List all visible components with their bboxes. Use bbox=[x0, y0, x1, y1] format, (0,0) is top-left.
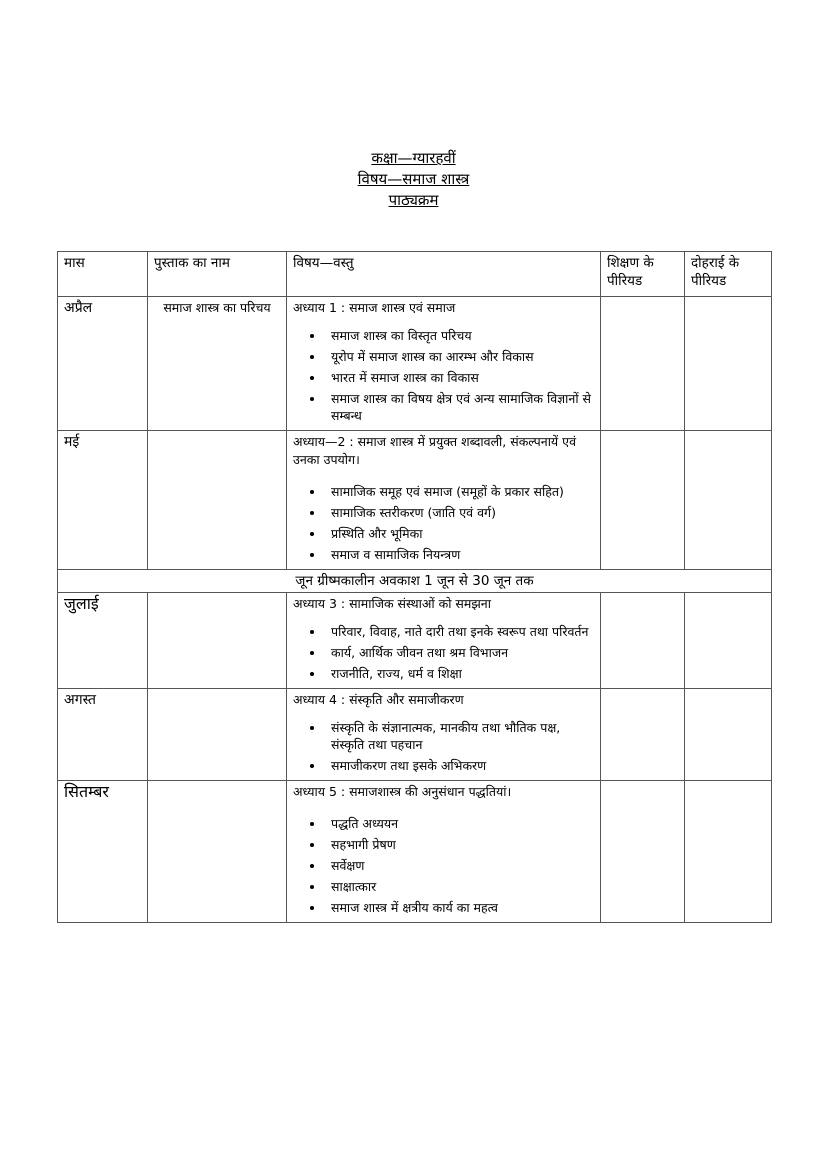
list-item: • साक्षात्कार bbox=[325, 878, 594, 895]
list-item: • भारत में समाज शास्त्र का विकास bbox=[325, 369, 594, 386]
list-item: • सहभागी प्रेषण bbox=[325, 836, 594, 853]
list-item: • संस्कृति के संज्ञानात्मक, मानकीय तथा भौतिक पक्ष, संस्कृति तथा पहचान bbox=[325, 719, 594, 753]
list-item: • सामाजिक समूह एवं समाज (समूहों के प्रकार सहित) bbox=[325, 483, 594, 500]
list-item: • समाज शास्त्र का विस्तृत परिचय bbox=[325, 327, 594, 344]
chapter-title: अध्याय 5 : समाजशास्त्र की अनुसंधान पद्धतियां। bbox=[293, 784, 512, 799]
list-item: • सर्वेक्षण bbox=[325, 857, 594, 874]
teaching-periods-cell bbox=[601, 593, 685, 689]
topic-list bbox=[293, 327, 594, 424]
book-cell bbox=[148, 431, 287, 570]
revision-periods-cell bbox=[685, 297, 772, 431]
list-item: • समाज शास्त्र का विषय क्षेत्र एवं अन्य सामाजिक विज्ञानों से सम्बन्ध bbox=[325, 390, 594, 424]
list-item: • समाजीकरण तथा इसके अभिकरण bbox=[325, 757, 594, 774]
header-content: विषय—वस्तु bbox=[287, 252, 601, 297]
book-cell bbox=[148, 689, 287, 781]
table-row bbox=[58, 431, 772, 570]
syllabus-title: पाठ्यक्रम bbox=[388, 191, 439, 209]
topic-list bbox=[293, 719, 594, 774]
topic-list bbox=[293, 483, 594, 563]
book-cell bbox=[148, 781, 287, 923]
list-item: • सामाजिक स्तरीकरण (जाति एवं वर्ग) bbox=[325, 504, 594, 521]
content-cell bbox=[287, 689, 601, 781]
revision-periods-cell bbox=[685, 593, 772, 689]
table-row bbox=[58, 297, 772, 431]
table-row bbox=[58, 689, 772, 781]
revision-periods-cell bbox=[685, 781, 772, 923]
chapter-title: अध्याय 4 : संस्कृति और समाजीकरण bbox=[293, 692, 464, 707]
syllabus-table bbox=[57, 251, 772, 923]
table-header-row bbox=[58, 252, 772, 297]
table-row bbox=[58, 593, 772, 689]
header-teaching-periods: शिक्षण के पीरियड bbox=[601, 252, 685, 297]
subject-title: विषय—समाज शास्त्र bbox=[357, 170, 470, 188]
list-item: • प्रस्थिति और भूमिका bbox=[325, 525, 594, 542]
book-cell bbox=[148, 593, 287, 689]
revision-periods-cell bbox=[685, 431, 772, 570]
content-cell bbox=[287, 297, 601, 431]
header-book: पुस्ताक का नाम bbox=[148, 252, 287, 297]
list-item: • परिवार, विवाह, नाते दारी तथा इनके स्वरूप तथा परिवर्तन bbox=[325, 623, 594, 640]
chapter-title: अध्याय 1 : समाज शास्त्र एवं समाज bbox=[293, 300, 456, 315]
month-cell: सितम्बर bbox=[58, 781, 148, 923]
book-cell: समाज शास्त्र का परिचय bbox=[148, 297, 287, 431]
document-heading bbox=[0, 148, 827, 211]
teaching-periods-cell bbox=[601, 781, 685, 923]
vacation-note: जून ग्रीष्मकालीन अवकाश 1 जून से 30 जून तक bbox=[58, 570, 772, 593]
content-cell bbox=[287, 593, 601, 689]
header-month: मास bbox=[58, 252, 148, 297]
chapter-title: अध्याय—2 : समाज शास्त्र में प्रयुक्त शब्दावली, संकल्पनायें एवं उनका उपयोग। bbox=[293, 434, 577, 467]
class-title: कक्षा—ग्यारहवीं bbox=[371, 149, 456, 167]
revision-periods-cell bbox=[685, 689, 772, 781]
list-item: • राजनीति, राज्य, धर्म व शिक्षा bbox=[325, 665, 594, 682]
list-item: • यूरोप में समाज शास्त्र का आरम्भ और विकास bbox=[325, 348, 594, 365]
topic-list bbox=[293, 623, 594, 682]
content-cell bbox=[287, 431, 601, 570]
vacation-row bbox=[58, 570, 772, 593]
topic-list bbox=[293, 815, 594, 916]
content-cell bbox=[287, 781, 601, 923]
chapter-title: अध्याय 3 : सामाजिक संस्थाओं को समझना bbox=[293, 596, 491, 611]
list-item: • पद्धति अध्ययन bbox=[325, 815, 594, 832]
month-cell: जुलाई bbox=[58, 593, 148, 689]
list-item: • कार्य, आर्थिक जीवन तथा श्रम विभाजन bbox=[325, 644, 594, 661]
teaching-periods-cell bbox=[601, 689, 685, 781]
teaching-periods-cell bbox=[601, 297, 685, 431]
month-cell: अप्रैल bbox=[58, 297, 148, 431]
list-item: • समाज व सामाजिक नियन्त्रण bbox=[325, 546, 594, 563]
list-item: • समाज शास्त्र में क्षत्रीय कार्य का महत्व bbox=[325, 899, 594, 916]
table-row bbox=[58, 781, 772, 923]
month-cell: अगस्त bbox=[58, 689, 148, 781]
teaching-periods-cell bbox=[601, 431, 685, 570]
header-revision-periods: दोहराई के पीरियड bbox=[685, 252, 772, 297]
month-cell: मई bbox=[58, 431, 148, 570]
